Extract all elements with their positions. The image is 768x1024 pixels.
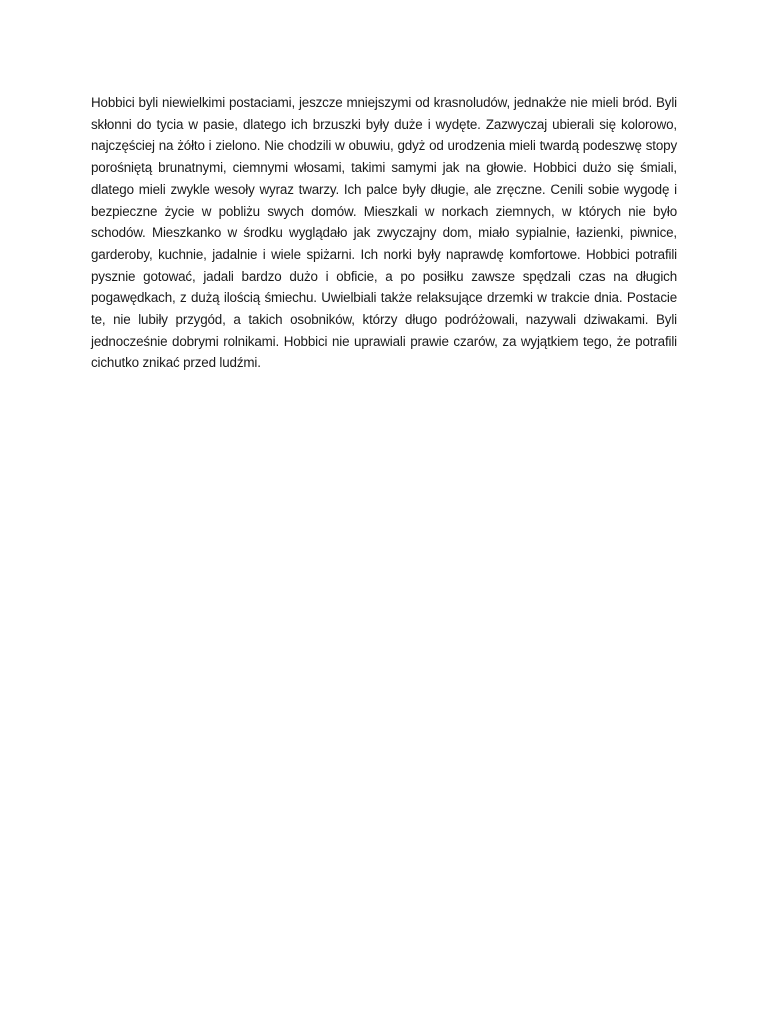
body-paragraph: Hobbici byli niewielkimi postaciami, jeszcze mniejszymi od krasnoludów, jednakże nie mieli bród. Byli skłonni do tycia w pasie, dlatego ich brzuszki były duże i wydęte. Zazwyczaj ubierali się kolorowo, najczęściej na żółto i zielono. Nie chodzili w obuwiu, gdyż od urodzenia mieli twardą podeszwę stopy porośniętą brunatnymi, ciemnymi włosami, takimi samymi jak na głowie. Hobbici dużo się śmiali, dlatego mieli zwykle wesoły wyraz twarzy. Ich palce były długie, ale zręczne. Cenili sobie wygodę i bezpieczne życie w pobliżu swych domów. Mieszkali w norkach ziemnych, w których nie było schodów. Mieszkanko w środku wyglądało jak zwyczajny dom, miało sypialnie, łazienki, piwnice, garderoby, kuchnie, jadalnie i wiele spiżarni. Ich norki były naprawdę komfortowe. Hobbici potrafili pysznie gotować, jadali bardzo dużo i obficie, a po posiłku zawsze spędzali czas na długich pogawędkach, z dużą ilością śmiechu. Uwielbiali także relaksujące drzemki w trakcie dnia. Postacie te, nie lubiły przygód, a takich osobników, którzy długo podróżowali, nazywali dziwakami. Byli jednocześnie dobrymi rolnikami. Hobbici nie uprawiali prawie czarów, za wyjątkiem tego, że potrafili cichutko znikać przed ludźmi. [91,95,677,371]
